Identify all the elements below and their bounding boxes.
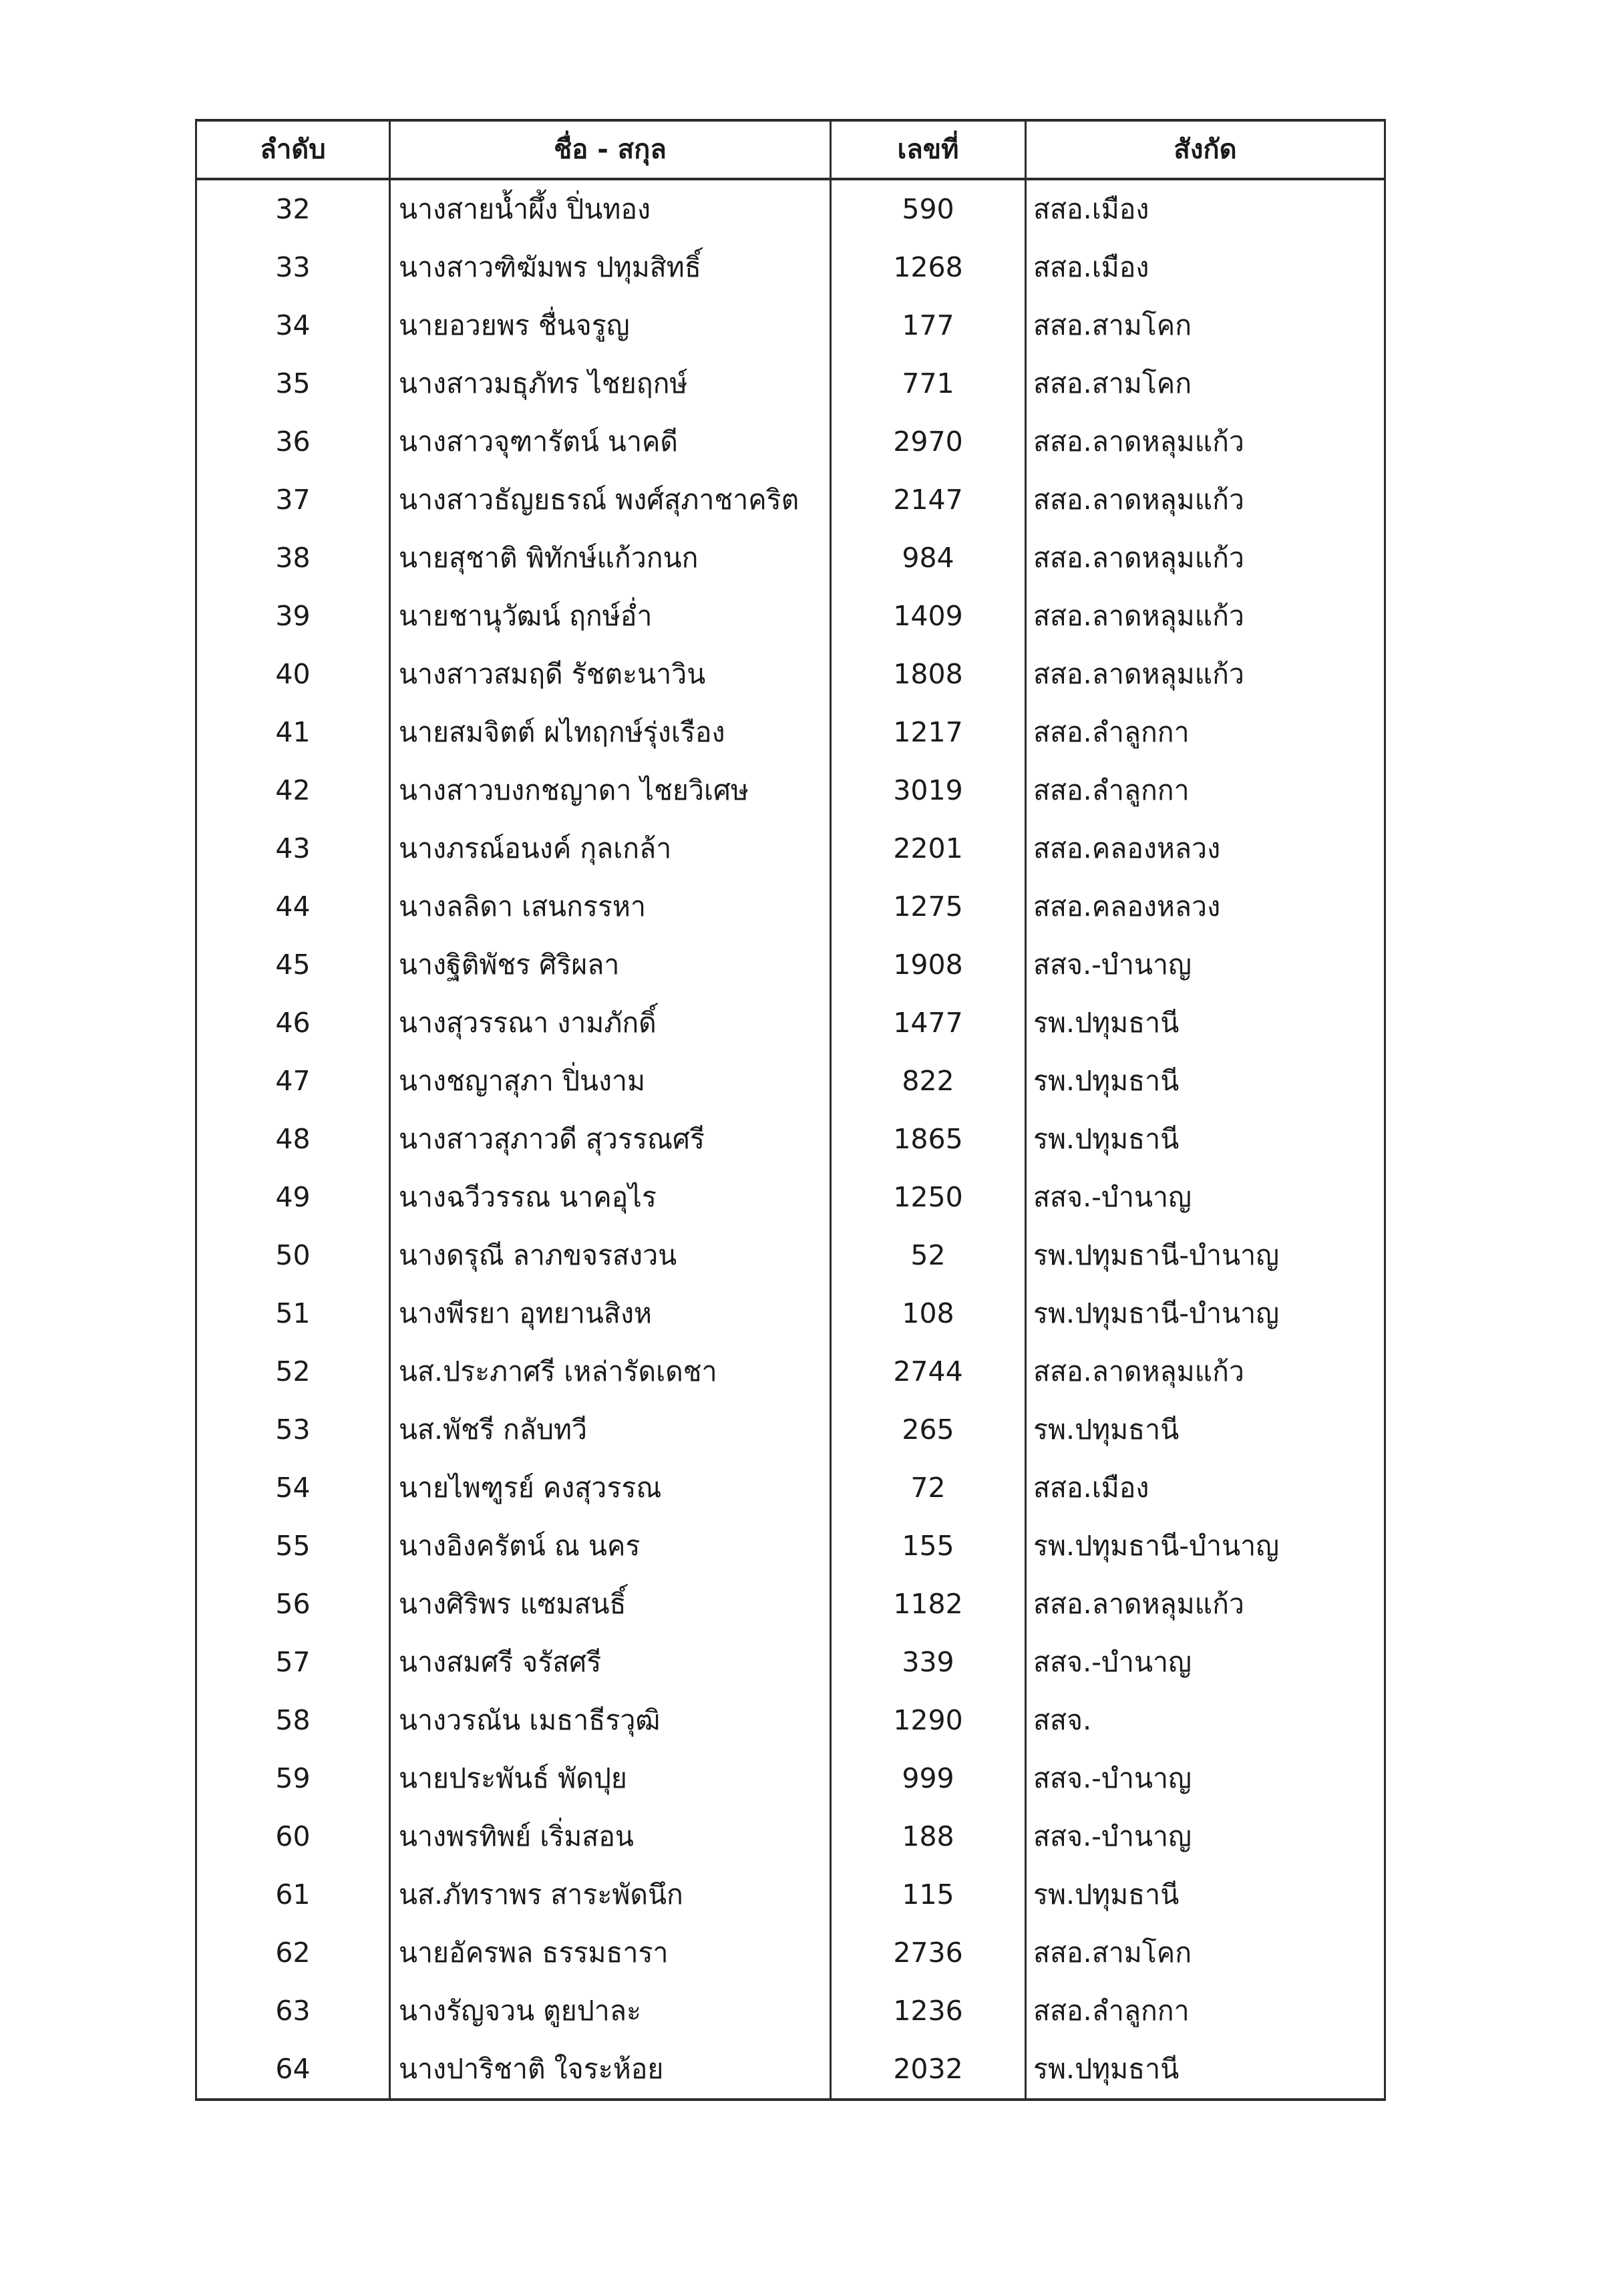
row-name: นส.ภัทราพร สาระพัดนึก	[390, 1866, 831, 1924]
row-number: 32	[196, 179, 390, 238]
row-department: รพ.ปทุมธานี	[1026, 1866, 1385, 1924]
row-number: 49	[196, 1168, 390, 1226]
row-department: สสจ.-บำนาญ	[1026, 936, 1385, 994]
row-department: สสอ.ลาดหลุมแก้ว	[1026, 1343, 1385, 1401]
table-row	[196, 529, 1385, 587]
row-member-no: 115	[831, 1866, 1026, 1924]
row-member-no: 2744	[831, 1343, 1026, 1401]
row-department: สสอ.สามโคก	[1026, 297, 1385, 355]
row-number: 59	[196, 1750, 390, 1808]
table-row	[196, 762, 1385, 820]
row-member-no: 1275	[831, 878, 1026, 936]
row-name: นางสาวฑิฆัมพร ปทุมสิทธิ์	[390, 238, 831, 297]
table-row	[196, 1401, 1385, 1459]
row-number: 51	[196, 1285, 390, 1343]
row-member-no: 822	[831, 1052, 1026, 1110]
row-department: รพ.ปทุมธานี-บำนาญ	[1026, 1517, 1385, 1575]
table-row	[196, 413, 1385, 471]
table-row	[196, 2040, 1385, 2100]
row-department: รพ.ปทุมธานี	[1026, 1110, 1385, 1168]
row-department: สสอ.ลำลูกกา	[1026, 703, 1385, 762]
table-row	[196, 1575, 1385, 1633]
row-name: นางดรุณี ลาภขจรสงวน	[390, 1226, 831, 1285]
row-number: 63	[196, 1982, 390, 2040]
row-member-no: 2970	[831, 413, 1026, 471]
row-member-no: 177	[831, 297, 1026, 355]
row-number: 46	[196, 994, 390, 1052]
row-member-no: 999	[831, 1750, 1026, 1808]
row-name: นางสุวรรณา งามภักดิ์	[390, 994, 831, 1052]
table-body	[196, 179, 1385, 2100]
row-member-no: 1236	[831, 1982, 1026, 2040]
row-department: รพ.ปทุมธานี-บำนาญ	[1026, 1226, 1385, 1285]
table-row	[196, 936, 1385, 994]
row-department: รพ.ปทุมธานี	[1026, 1052, 1385, 1110]
row-name: นางลลิดา เสนกรรหา	[390, 878, 831, 936]
row-member-no: 1908	[831, 936, 1026, 994]
row-member-no: 1808	[831, 645, 1026, 703]
row-number: 56	[196, 1575, 390, 1633]
row-number: 41	[196, 703, 390, 762]
row-name: นางสาวสมฤดี รัชตะนาวิน	[390, 645, 831, 703]
row-number: 53	[196, 1401, 390, 1459]
row-number: 54	[196, 1459, 390, 1517]
row-name: นางพีรยา อุทยานสิงห	[390, 1285, 831, 1343]
row-number: 37	[196, 471, 390, 529]
row-department: สสอ.คลองหลวง	[1026, 820, 1385, 878]
row-member-no: 3019	[831, 762, 1026, 820]
table-row	[196, 1052, 1385, 1110]
row-name: นางสาวจุฑารัตน์ นาคดี	[390, 413, 831, 471]
row-department: รพ.ปทุมธานี	[1026, 1401, 1385, 1459]
table-row	[196, 820, 1385, 878]
row-member-no: 1250	[831, 1168, 1026, 1226]
row-name: นางพรทิพย์ เริ่มสอน	[390, 1808, 831, 1866]
row-department: สสอ.สามโคก	[1026, 1924, 1385, 1982]
row-name: นายประพันธ์ พัดปุย	[390, 1750, 831, 1808]
table-row	[196, 1517, 1385, 1575]
row-name: นางอิงครัตน์ ณ นคร	[390, 1517, 831, 1575]
row-member-no: 1268	[831, 238, 1026, 297]
row-name: นายไพฑูรย์ คงสุวรรณ	[390, 1459, 831, 1517]
row-department: รพ.ปทุมธานี-บำนาญ	[1026, 1285, 1385, 1343]
row-member-no: 1182	[831, 1575, 1026, 1633]
row-department: สสอ.ลาดหลุมแก้ว	[1026, 413, 1385, 471]
row-member-no: 2736	[831, 1924, 1026, 1982]
table-row	[196, 1691, 1385, 1750]
table-row	[196, 587, 1385, 645]
row-department: สสจ.-บำนาญ	[1026, 1633, 1385, 1691]
table-row	[196, 1343, 1385, 1401]
table-row	[196, 179, 1385, 238]
table-row	[196, 297, 1385, 355]
row-department: สสอ.เมือง	[1026, 179, 1385, 238]
row-name: นางฐิติพัชร ศิริผลา	[390, 936, 831, 994]
row-number: 33	[196, 238, 390, 297]
row-name: นางวรณัน เมธาธีรวุฒิ	[390, 1691, 831, 1750]
header-no: เลขที่	[831, 120, 1026, 179]
row-member-no: 1477	[831, 994, 1026, 1052]
row-department: สสจ.-บำนาญ	[1026, 1168, 1385, 1226]
row-name: นายชานุวัฒน์ ฤกษ์อ่ำ	[390, 587, 831, 645]
row-department: รพ.ปทุมธานี	[1026, 2040, 1385, 2100]
table-row	[196, 1226, 1385, 1285]
table-row	[196, 1633, 1385, 1691]
row-name: นางชญาสุภา ปิ่นงาม	[390, 1052, 831, 1110]
table-row	[196, 1866, 1385, 1924]
row-name: นายสมจิตต์ ผไทฤกษ์รุ่งเรือง	[390, 703, 831, 762]
row-member-no: 771	[831, 355, 1026, 413]
row-number: 42	[196, 762, 390, 820]
table-row	[196, 994, 1385, 1052]
table-row	[196, 1808, 1385, 1866]
row-department: สสจ.-บำนาญ	[1026, 1750, 1385, 1808]
row-name: นางศิริพร แซมสนธิ์	[390, 1575, 831, 1633]
table-row	[196, 703, 1385, 762]
table-row	[196, 878, 1385, 936]
table-row	[196, 1459, 1385, 1517]
row-name: นายอวยพร ชื่นจรูญ	[390, 297, 831, 355]
row-department: สสอ.คลองหลวง	[1026, 878, 1385, 936]
table-row	[196, 1285, 1385, 1343]
row-number: 35	[196, 355, 390, 413]
row-department: สสอ.เมือง	[1026, 1459, 1385, 1517]
row-member-no: 188	[831, 1808, 1026, 1866]
table-header	[196, 120, 1385, 179]
row-number: 58	[196, 1691, 390, 1750]
row-name: นายสุชาติ พิทักษ์แก้วกนก	[390, 529, 831, 587]
row-name: นางรัญจวน ตูยปาละ	[390, 1982, 831, 2040]
row-number: 52	[196, 1343, 390, 1401]
row-name: นางสาวสุภาวดี สุวรรณศรี	[390, 1110, 831, 1168]
row-name: นางสมศรี จรัสศรี	[390, 1633, 831, 1691]
row-number: 47	[196, 1052, 390, 1110]
row-name: นางปาริชาติ ใจระห้อย	[390, 2040, 831, 2100]
row-department: สสอ.ลาดหลุมแก้ว	[1026, 645, 1385, 703]
row-member-no: 52	[831, 1226, 1026, 1285]
row-member-no: 1865	[831, 1110, 1026, 1168]
table-row	[196, 1750, 1385, 1808]
row-department: สสจ.-บำนาญ	[1026, 1808, 1385, 1866]
row-name: นางภรณ์อนงค์ กุลเกล้า	[390, 820, 831, 878]
row-member-no: 590	[831, 179, 1026, 238]
row-name: นางสายน้ำผึ้ง ปิ่นทอง	[390, 179, 831, 238]
table-row	[196, 1982, 1385, 2040]
row-member-no: 155	[831, 1517, 1026, 1575]
row-member-no: 2032	[831, 2040, 1026, 2100]
members-table	[195, 119, 1386, 2101]
row-number: 64	[196, 2040, 390, 2100]
row-number: 50	[196, 1226, 390, 1285]
header-dept: สังกัด	[1026, 120, 1385, 179]
row-number: 38	[196, 529, 390, 587]
row-number: 60	[196, 1808, 390, 1866]
row-member-no: 2147	[831, 471, 1026, 529]
row-number: 44	[196, 878, 390, 936]
row-number: 57	[196, 1633, 390, 1691]
row-number: 62	[196, 1924, 390, 1982]
row-number: 61	[196, 1866, 390, 1924]
table-row	[196, 471, 1385, 529]
table-row	[196, 355, 1385, 413]
row-member-no: 265	[831, 1401, 1026, 1459]
row-member-no: 1409	[831, 587, 1026, 645]
row-number: 40	[196, 645, 390, 703]
row-department: สสอ.ลาดหลุมแก้ว	[1026, 587, 1385, 645]
table-row	[196, 645, 1385, 703]
row-member-no: 1217	[831, 703, 1026, 762]
row-department: สสอ.ลาดหลุมแก้ว	[1026, 1575, 1385, 1633]
row-name: นางสาวธัญยธรณ์ พงศ์สุภาชาคริต	[390, 471, 831, 529]
row-department: รพ.ปทุมธานี	[1026, 994, 1385, 1052]
row-department: สสจ.	[1026, 1691, 1385, 1750]
table-row	[196, 1168, 1385, 1226]
row-number: 43	[196, 820, 390, 878]
row-name: นางฉวีวรรณ นาคอุไร	[390, 1168, 831, 1226]
row-department: สสอ.เมือง	[1026, 238, 1385, 297]
row-department: สสอ.ลาดหลุมแก้ว	[1026, 529, 1385, 587]
header-name: ชื่อ - สกุล	[390, 120, 831, 179]
row-name: นส.พัชรี กลับทวี	[390, 1401, 831, 1459]
table-row	[196, 1110, 1385, 1168]
row-member-no: 984	[831, 529, 1026, 587]
row-member-no: 108	[831, 1285, 1026, 1343]
row-department: สสอ.ลาดหลุมแก้ว	[1026, 471, 1385, 529]
header-num: ลำดับ	[196, 120, 390, 179]
row-name: นางสาวบงกชญาดา ไชยวิเศษ	[390, 762, 831, 820]
row-name: นางสาวมธุภัทร ไชยฤกษ์	[390, 355, 831, 413]
row-number: 34	[196, 297, 390, 355]
header-row	[196, 120, 1385, 179]
row-member-no: 72	[831, 1459, 1026, 1517]
row-name: นส.ประภาศรี เหล่ารัดเดชา	[390, 1343, 831, 1401]
row-department: สสอ.ลำลูกกา	[1026, 762, 1385, 820]
row-number: 45	[196, 936, 390, 994]
row-member-no: 2201	[831, 820, 1026, 878]
row-member-no: 339	[831, 1633, 1026, 1691]
row-number: 39	[196, 587, 390, 645]
row-department: สสอ.ลำลูกกา	[1026, 1982, 1385, 2040]
table-row	[196, 1924, 1385, 1982]
row-number: 48	[196, 1110, 390, 1168]
row-member-no: 1290	[831, 1691, 1026, 1750]
row-name: นายอัครพล ธรรมธารา	[390, 1924, 831, 1982]
table-row	[196, 238, 1385, 297]
row-department: สสอ.สามโคก	[1026, 355, 1385, 413]
row-number: 36	[196, 413, 390, 471]
row-number: 55	[196, 1517, 390, 1575]
